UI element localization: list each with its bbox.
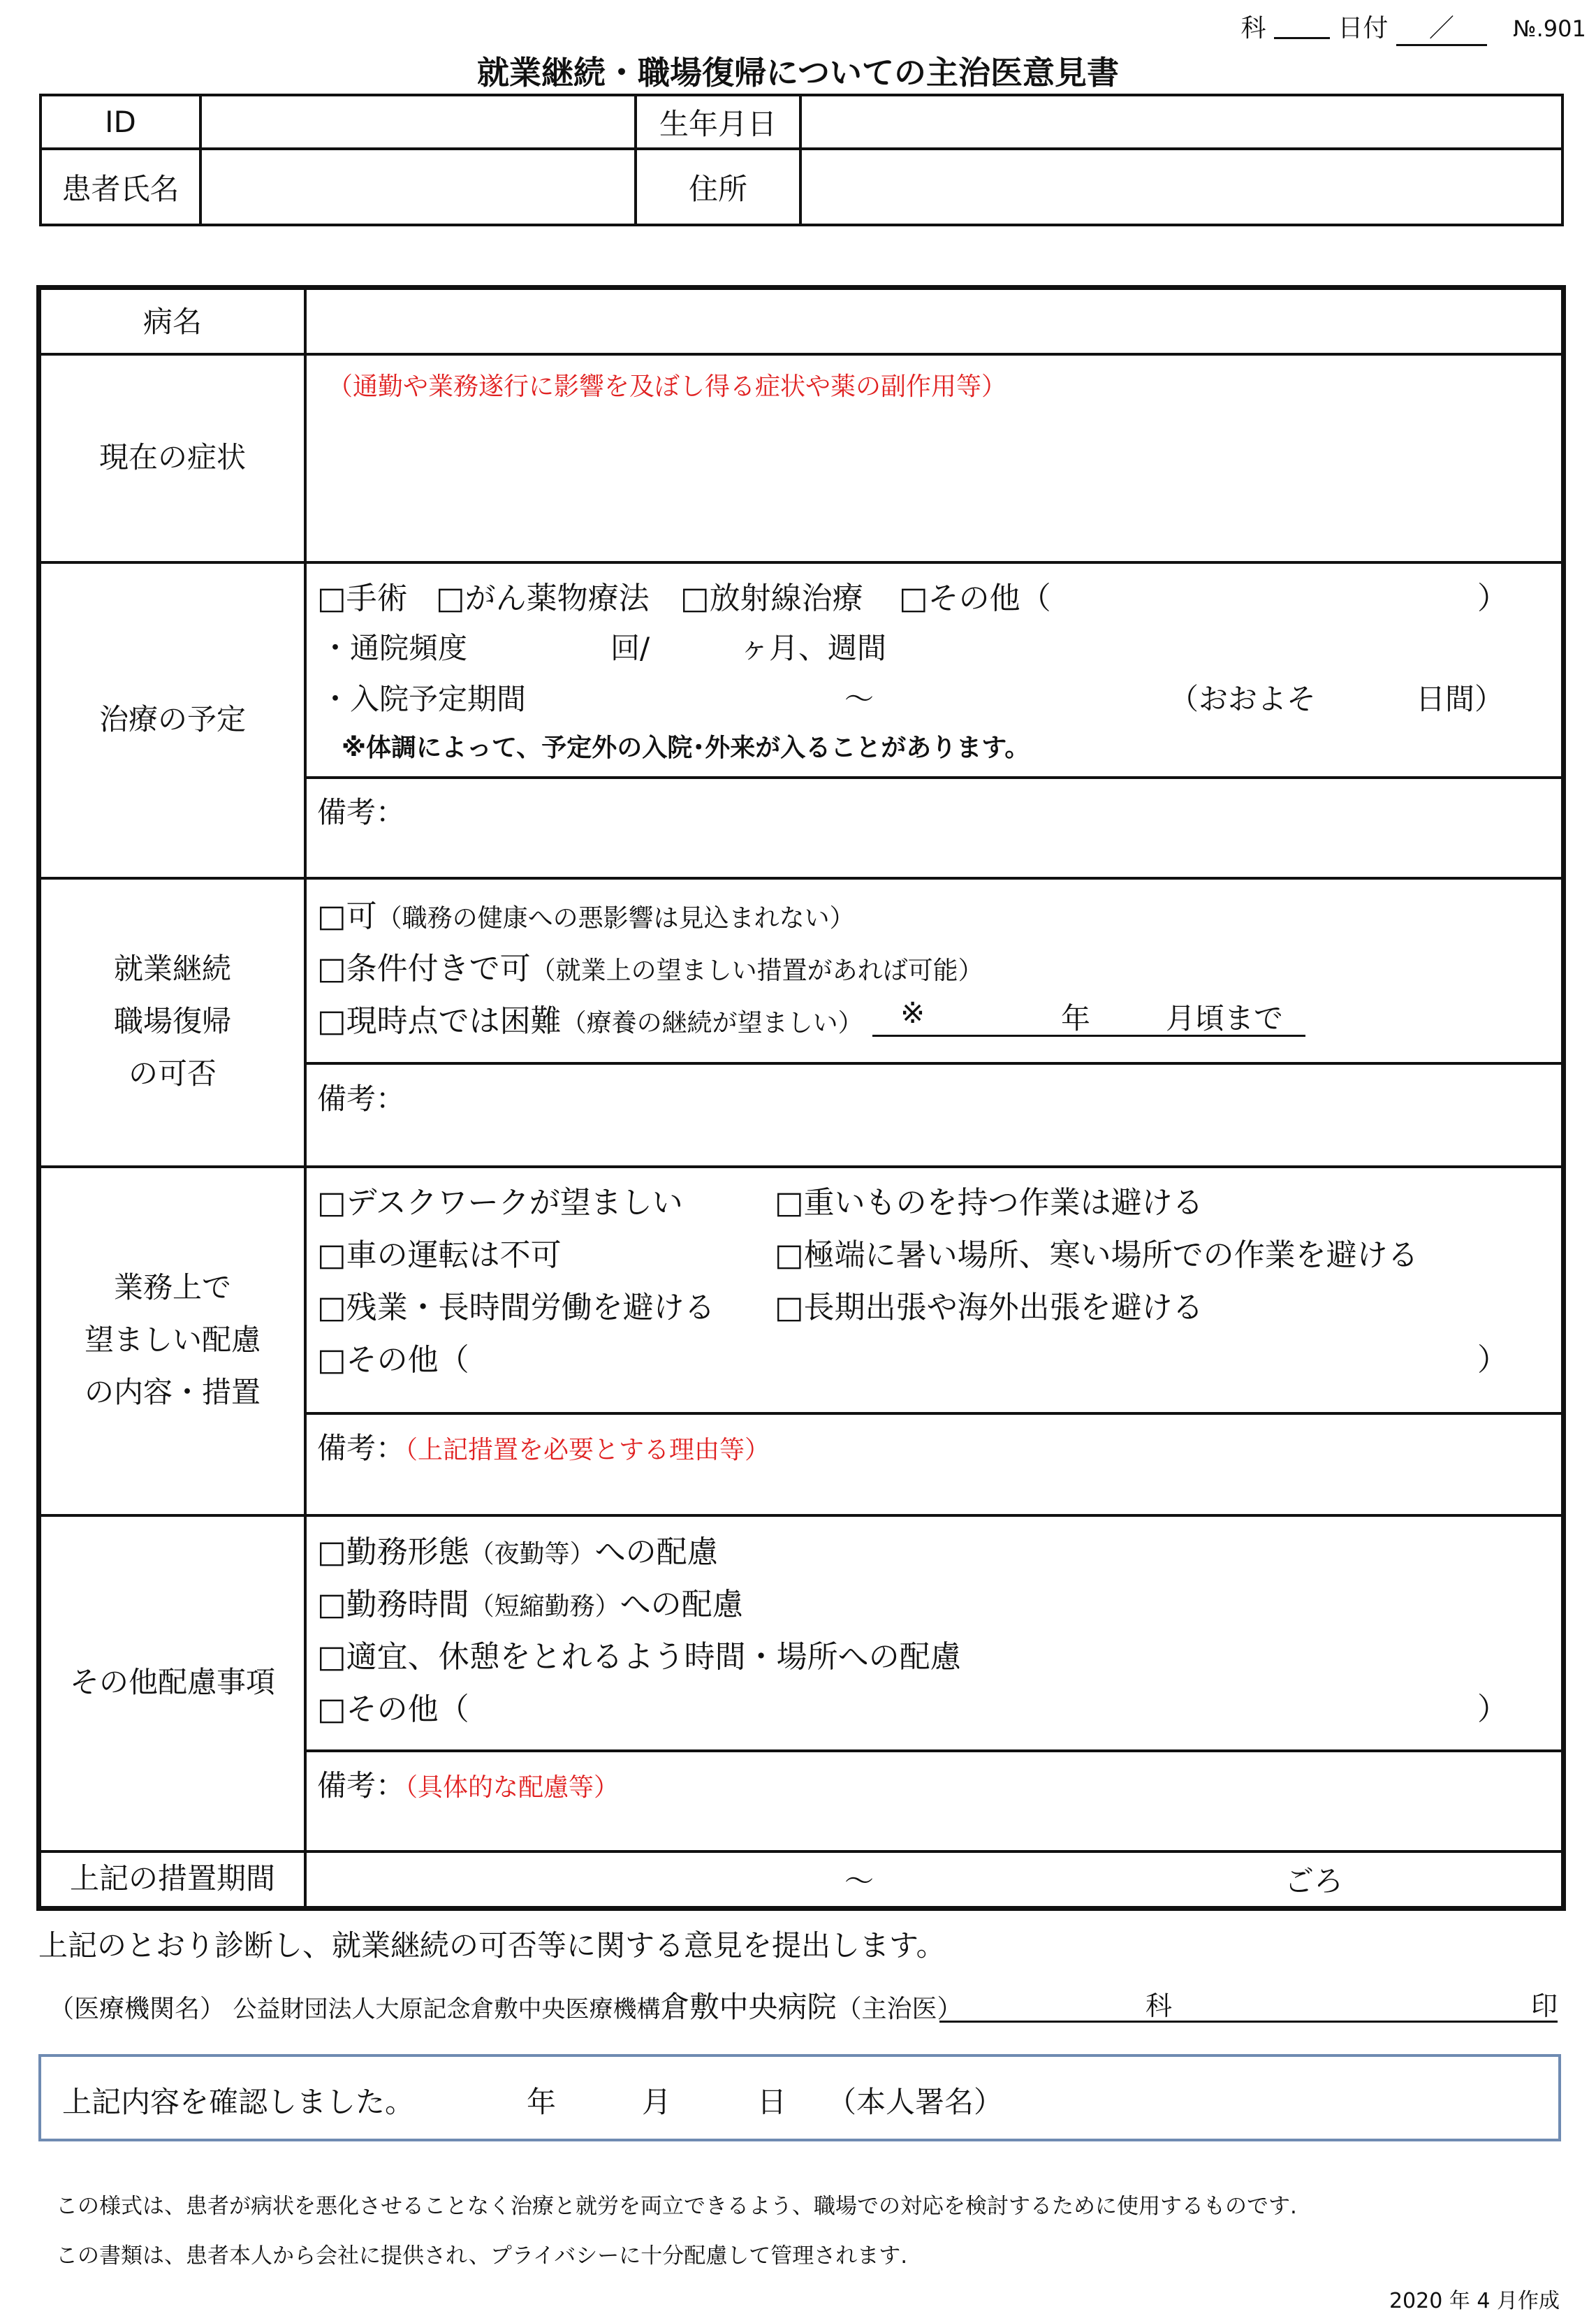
approx-days-open: （おおよそ xyxy=(1169,682,1317,716)
visit-frequency-unit-period: ヶ月、週間 xyxy=(740,631,887,665)
dept-suffix: 科 xyxy=(1240,14,1266,43)
disease-field[interactable] xyxy=(307,290,1561,353)
confirm-text: 上記内容を確認しました。 xyxy=(62,2085,415,2119)
patient-info-table xyxy=(39,94,1564,226)
doc-number: №.901 xyxy=(1513,15,1586,42)
avoid-travel-checkbox[interactable]: □長期出張や海外出張を避ける xyxy=(775,1290,1203,1325)
treatment-chemo-checkbox[interactable]: □がん薬物療法 xyxy=(436,581,650,616)
visit-frequency-unit-times: 回/ xyxy=(610,631,650,665)
date-label: 日付 xyxy=(1338,14,1389,43)
opinion-table xyxy=(36,285,1566,1911)
confirm-day: 日 xyxy=(757,2085,787,2119)
approx-days-close: 日間） xyxy=(1416,682,1505,716)
dob-field[interactable] xyxy=(802,96,1561,147)
admission-tilde: ～ xyxy=(844,682,874,716)
row-divider xyxy=(304,776,1561,779)
treatment-other-checkbox[interactable]: □その他（ xyxy=(899,581,1051,616)
considerations-remarks-field[interactable] xyxy=(404,1460,1557,1513)
symptoms-hint: （通勤や業務遂行に影響を及ぼし得る症状や薬の副作用等） xyxy=(328,372,1007,401)
name-label: 患者氏名 xyxy=(42,150,202,224)
work-possibility-label: 就業継続 職場復帰 の可否 xyxy=(113,952,231,1091)
treatment-radiation-checkbox[interactable]: □放射線治療 xyxy=(680,581,863,616)
desk-work-checkbox[interactable]: □デスクワークが望ましい xyxy=(317,1185,683,1221)
considerations-label: 業務上で 望ましい配慮 の内容・措置 xyxy=(84,1270,261,1409)
no-heavy-lifting-checkbox[interactable]: □重いものを持つ作業は避ける xyxy=(775,1185,1203,1221)
row-divider xyxy=(304,1412,1561,1415)
work-remarks-field[interactable] xyxy=(404,1067,1557,1161)
treatment-remarks-field[interactable] xyxy=(404,783,1557,873)
id-label: ID xyxy=(42,96,202,147)
footer-note-2: この書類は、患者本人から会社に提供され、プライバシーに十分配慮して管理されます. xyxy=(56,2243,908,2269)
signature-field[interactable] xyxy=(1019,2064,1550,2134)
work-conditional-checkbox[interactable]: □条件付きで可（就業上の望ましい措置があれば可能） xyxy=(317,951,983,987)
period-label: 上記の措置期間 xyxy=(69,1861,275,1895)
considerations-remarks: 備考：（上記措置を必要とする理由等） xyxy=(317,1431,770,1465)
created-date: 2020 年 4 月作成 xyxy=(1389,2289,1560,2313)
address-label: 住所 xyxy=(637,150,802,224)
work-difficult-checkbox[interactable]: □現時点では困難（療養の継続が望ましい） xyxy=(317,1003,863,1039)
patient-row-2 xyxy=(42,150,1561,224)
avoid-extreme-temp-checkbox[interactable]: □極端に暑い場所、寒い場所での作業を避ける xyxy=(775,1237,1419,1273)
dob-label: 生年月日 xyxy=(637,96,802,147)
name-field[interactable] xyxy=(202,150,637,224)
unscheduled-notice: ※体調によって、予定外の入院･外来が入ることがあります。 xyxy=(342,734,1030,762)
period-tilde: ～ xyxy=(844,1864,874,1898)
rest-break-checkbox[interactable]: □適宜、休憩をとれるよう時間・場所への配慮 xyxy=(317,1639,961,1675)
treatment-label: 治療の予定 xyxy=(98,701,246,736)
close-paren: ） xyxy=(1477,1342,1508,1378)
close-paren: ） xyxy=(1477,581,1508,616)
visit-frequency-label: ・通院頻度 xyxy=(321,631,468,665)
doctor-name-field[interactable]: 科 印 xyxy=(939,1983,1558,2023)
other-other-checkbox[interactable]: □その他（ xyxy=(317,1691,469,1727)
patient-row-1 xyxy=(42,96,1561,150)
row-divider xyxy=(304,1749,1561,1752)
date-field[interactable]: ／ xyxy=(1396,8,1487,46)
treatment-remarks-label: 備考： xyxy=(317,795,406,829)
consideration-other-checkbox[interactable]: □その他（ xyxy=(317,1342,469,1378)
other-remarks: 備考：（具体的な配慮等） xyxy=(317,1768,620,1803)
patient-confirmation-box xyxy=(38,2054,1561,2141)
work-pattern-checkbox[interactable]: □勤務形態（夜勤等）への配慮 xyxy=(317,1534,718,1570)
treatment-surgery-checkbox[interactable]: □手術 xyxy=(317,581,408,616)
period-field[interactable] xyxy=(307,1853,1561,1906)
confirm-month: 月 xyxy=(642,2085,672,2119)
other-remarks-field[interactable] xyxy=(404,1799,1557,1848)
statement: 上記のとおり診断し、就業継続の可否等に関する意見を提出します。 xyxy=(38,1928,946,1963)
dept-blank[interactable] xyxy=(1274,37,1330,39)
work-ok-checkbox[interactable]: □可（職務の健康への悪影響は見込まれない） xyxy=(317,898,855,934)
symptoms-label: 現在の症状 xyxy=(98,439,246,474)
seal-mark: 印 xyxy=(1530,1991,1558,2021)
confirm-year: 年 xyxy=(527,2085,557,2119)
other-considerations-label: その他配慮事項 xyxy=(69,1665,275,1699)
document-title: 就業継続・職場復帰についての主治医意見書 xyxy=(476,54,1120,92)
work-hours-checkbox[interactable]: □勤務時間（短縮勤務）への配慮 xyxy=(317,1587,743,1622)
work-remarks-label: 備考： xyxy=(317,1082,406,1116)
row-divider xyxy=(304,1062,1561,1065)
close-paren: ） xyxy=(1477,1691,1508,1727)
signature-label: （本人署名） xyxy=(827,2085,1004,2119)
institution-line: （医療機関名） 公益財団法人大原記念倉敷中央医療機構倉敷中央病院（主治医） xyxy=(49,1990,962,2024)
symptoms-field[interactable] xyxy=(307,402,1561,561)
id-field[interactable] xyxy=(202,96,637,147)
rest-until-field[interactable]: ※ 年 月頃まで xyxy=(872,996,1305,1037)
period-approx: ごろ xyxy=(1284,1864,1344,1898)
footer-note-1: この様式は、患者が病状を悪化させることなく治療と就労を両立できるよう、職場での対応を検討するために使用するものです. xyxy=(56,2194,1297,2219)
no-driving-checkbox[interactable]: □車の運転は不可 xyxy=(317,1237,562,1273)
admission-period-label: ・入院予定期間 xyxy=(321,682,527,716)
disease-label: 病名 xyxy=(142,304,202,339)
header-meta xyxy=(1233,8,1586,46)
address-field[interactable] xyxy=(802,150,1561,224)
no-overtime-checkbox[interactable]: □残業・長時間労働を避ける xyxy=(317,1290,715,1325)
